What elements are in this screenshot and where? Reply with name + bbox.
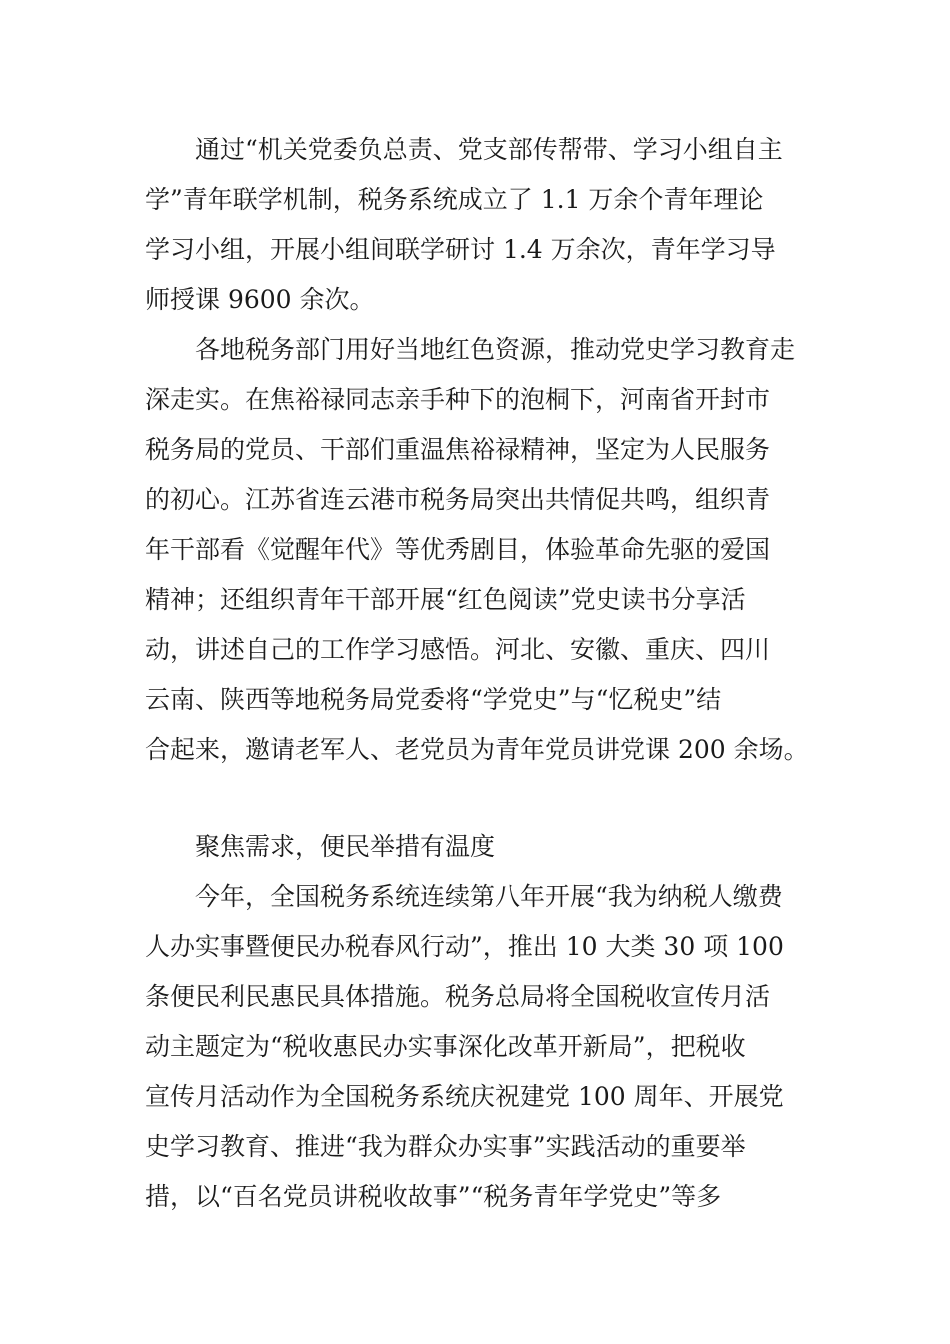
paragraph-2-line-1: 各地税务部门用好当地红色资源，推动党史学习教育走 bbox=[195, 335, 796, 364]
paragraph-2-line-8: 云南、陕西等地税务局党委将“学党史”与“忆税史”结 bbox=[145, 685, 722, 714]
paragraph-3-line-6: 史学习教育、推进“我为群众办实事”实践活动的重要举 bbox=[145, 1132, 746, 1161]
paragraph-2-line-7: 动，讲述自己的工作学习感悟。河北、安徽、重庆、四川 bbox=[145, 635, 771, 664]
paragraph-3-line-2: 人办实事暨便民办税春风行动”，推出 10 大类 30 项 100 bbox=[145, 932, 784, 961]
paragraph-1-line-3: 学习小组，开展小组间联学研讨 1.4 万余次，青年学习导 bbox=[145, 235, 776, 264]
paragraph-2-line-4: 的初心。江苏省连云港市税务局突出共情促共鸣，组织青 bbox=[145, 485, 771, 514]
paragraph-2-line-3: 税务局的党员、干部们重温焦裕禄精神，坚定为人民服务 bbox=[145, 435, 771, 464]
paragraph-1-line-1: 通过“机关党委负总责、党支部传帮带、学习小组自主 bbox=[195, 135, 783, 164]
paragraph-3-line-4: 动主题定为“税收惠民办实事深化改革开新局”，把税收 bbox=[145, 1032, 746, 1061]
paragraph-2-line-9: 合起来，邀请老军人、老党员为青年党员讲党课 200 余场。 bbox=[145, 735, 809, 764]
paragraph-2-line-2: 深走实。在焦裕禄同志亲手种下的泡桐下，河南省开封市 bbox=[145, 385, 771, 414]
paragraph-2-line-5: 年干部看《觉醒年代》等优秀剧目，体验革命先驱的爱国 bbox=[145, 535, 771, 564]
paragraph-3-line-5: 宣传月活动作为全国税务系统庆祝建党 100 周年、开展党 bbox=[145, 1082, 784, 1111]
paragraph-3-line-3: 条便民利民惠民具体措施。税务总局将全国税收宣传月活 bbox=[145, 982, 771, 1011]
paragraph-3-line-7: 措，以“百名党员讲税收故事”“税务青年学党史”等多 bbox=[145, 1182, 722, 1211]
section-heading: 聚焦需求，便民举措有温度 bbox=[195, 832, 496, 861]
paragraph-2-line-6: 精神；还组织青年干部开展“红色阅读”党史读书分享活 bbox=[145, 585, 746, 614]
paragraph-1-line-4: 师授课 9600 余次。 bbox=[145, 285, 375, 314]
paragraph-1-line-2: 学”青年联学机制，税务系统成立了 1.1 万余个青年理论 bbox=[145, 185, 764, 214]
paragraph-3-line-1: 今年，全国税务系统连续第八年开展“我为纳税人缴费 bbox=[195, 882, 783, 911]
